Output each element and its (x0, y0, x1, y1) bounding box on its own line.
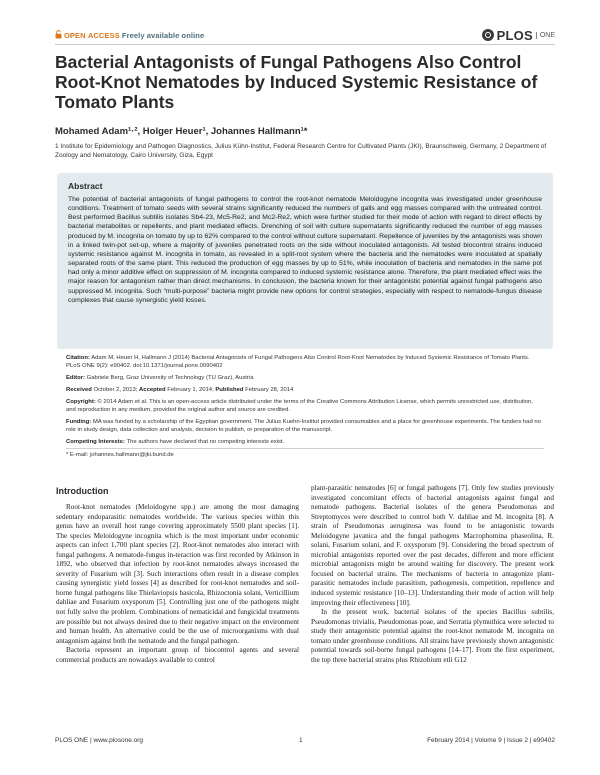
body-column-left (56, 503, 299, 665)
intro-paragraph-1: Root-knot nematodes (Meloidogyne spp.) are among the most damaging sedentary endoparasitic nematodes worldwide. The various species within this genus have an overall host range covering approximately 5500 plant species [1]. The species Meloidogyne incognita which is the most important under economic aspects can infect 1,700 plant species [2]. Root-knot nematodes also interact with fungal pathogens. A nematode-fungus in-teraction was first recorded by Atkinson in 1892, who observed that infection by root-knot nematodes always increased the severity of Fusarium wilt [3]. Such interactions often result in a disease complex causing synergistic yield losses [4] as described for root-knot nematodes and soil-borne fungal pathogens like Thielaviopsis basicola, Rhizoctonia solani, Verticillium dahliae and Fusarium oxysporum [5]. Controlling just one of the pathogens might not fully solve the problem. Combinations of nematicidal and fungicidal treatments are possible but not always desired due to their negative impact on the environment and human health. An alternative could be the use of microorganisms with dual antagonism against both the nematode and the fungal pathogen. (56, 503, 299, 645)
copyright-line: Copyright: © 2014 Adam et al. This is an open-access article distributed under the terms of the Creative Commons Attribution License, which permits unrestricted use, distribution, and reproduction in any medium, provided the original author and source are credited. (66, 399, 533, 414)
intro-paragraph-3: plant-parasitic nematodes [6] or fungal pathogens [7]. Only few studies previously investigated concomitant effects of bacterial antagonists against fungal and nematode pathogens. Bacterial isolates of the genera Pseudomonas and Streptomyces were described to control both V. dahliae and M. incognita [8]. A strain of Pseudomonas aeruginosa was found to be antagonistic towards Meloidogyne javanica and the fungal pathogens Macrophomina phaseolina, R. solani, Fusarium solani, and F. oxysporum [9]. Considering the broad spectrum of microbial antagonists reported over the past decades, different and more efficient microbial antagonists might be around waiting for discovery. The present work focused on bacterial strains. The mechanisms of bacteria to antagonize plant-parasitic nematodes include parasitism, pathogenesis, competition, repellence and induced systemic resistance [10–13]. Understanding their mode of action will help improving their effectiveness [10]. (311, 484, 554, 607)
intro-paragraph-2: Bacteria represent an important group of biocontrol agents and several commercial products are nowadays available to control (56, 646, 299, 664)
metadata-divider (66, 448, 544, 449)
open-access-label: OPEN ACCESS Freely available online (55, 30, 204, 40)
author-list: Mohamed Adam¹·², Holger Heuer¹, Johannes Hallmann¹* (55, 126, 308, 137)
journal-header-bar (55, 29, 555, 43)
body-column-right (311, 484, 554, 665)
open-access-lock-icon (55, 30, 62, 39)
competing-interests-line: Competing Interests: The authors have declared that no competing interests exist. (66, 439, 285, 445)
abstract-heading: Abstract (68, 181, 103, 191)
abstract-text: The potential of bacterial antagonists of fungal pathogens to control the root-knot nematode Meloidogyne incognita was investigated under greenhouse conditions. Treatment of tomato seeds with several strains significantly reduced the numbers of galls and egg masses compared with the untreated control. Best performed Bacillus subtilis isolates Sb4-23, Mc5-Re2, and Mc2-Re2, which were further studied for their mode of action with regard to direct effects by bacterial metabolites or repellents, and plant mediated effects. Drenching of soil with culture supernatants significantly reduced the number of egg masses produced by M. incognita on tomato by up to 62% compared to the control without culture supernatant. Repellence of juveniles by the antagonists was shown in a linked twin-pot set-up, where a majority of juveniles penetrated roots on the side without inoculated antagonists. All tested biocontrol strains induced systemic resistance against M. incognita in tomato, as revealed in a split-root system where the bacteria and the nematodes were inoculated at spatially separated roots of the same plant. This reduced the production of egg masses by up to 51%, while inoculation of bacteria and nematodes in the same pot had only a minor additive effect on suppression of M. incognita compared to induced systemic resistance alone. Therefore, the plant mediated effect was the major reason for antagonism rather than direct mechanisms. In conclusion, the bacteria known for their antagonistic potential against fungal pathogens also suppressed M. incognita. Such “multi-purpose” bacteria might provide new options for control strategies, especially with respect to nematode-fungus disease complexes that cause synergistic yield losses. (68, 196, 542, 304)
funding-line: Funding: MA was funded by a scholarship of the Egyptian government. The Julius Kuehn-Institut provided consumables and a place for greenhouse experiments. The funders had no role in study design, data collection and analysis, decision to publish, or preparation of the manuscript. (66, 419, 541, 434)
header-divider (55, 44, 555, 45)
intro-paragraph-4: In the present work, bacterial isolates of the species Bacillus subtilis, Pseudomonas trivialis, Pseudomonas poae, and Serratia plymuthica were selected to study their antagonistic potential against the root-knot nematode M. incognita on tomato under greenhouse conditions. All strains have previously shown antagonistic potential towards soil-borne fungal pathogens [14–17]. From the first experiment, the top three bacterial strains plus Rhizobium etli G12 (311, 608, 554, 664)
footer-journal[interactable]: PLOS ONE | www.plosone.org (55, 737, 144, 744)
footer-page-number: 1 (299, 737, 303, 744)
corresponding-email[interactable]: * E-mail: johannes.hallmann@jki.bund.de (66, 452, 174, 458)
plos-circle-icon (482, 29, 494, 41)
plos-one-logo: PLOS ONE (482, 27, 555, 43)
editor-line: Editor: Gabriele Berg, Graz University of Technology (TU Graz), Austria (66, 375, 254, 381)
article-title: Bacterial Antagonists of Fungal Pathogens Also Control Root-Knot Nematodes by Induced Systemic Resistance of Tomato Plants (55, 52, 538, 112)
abstract-box (57, 173, 553, 349)
free-online-label: Freely available online (121, 31, 205, 40)
affiliations: 1 Institute for Epidemiology and Pathogen Diagnostics, Julius Kühn-Institut, Federal Research Centre for Cultivated Plants (JKI), Braunschweig, Germany, 2 Department of Zoology and Nematology, Cairo University, Giza, Egypt (55, 143, 547, 159)
dates-line: Received October 2, 2013; Accepted February 1, 2014; Published February 28, 2014 (66, 387, 294, 393)
introduction-heading: Introduction (56, 486, 109, 496)
footer-issue: February 2014 | Volume 9 | Issue 2 | e90402 (427, 737, 555, 744)
citation-block: Citation: Adam M, Heuer H, Hallmann J (2014) Bacterial Antagonists of Fungal Pathogens Also Control Root-Knot Nematodes by Induced Systemic Resistance of Tomato Plants. PLoS ONE 9(2): e90402. doi:10.1371/journal.pone.0090402 (66, 355, 530, 370)
